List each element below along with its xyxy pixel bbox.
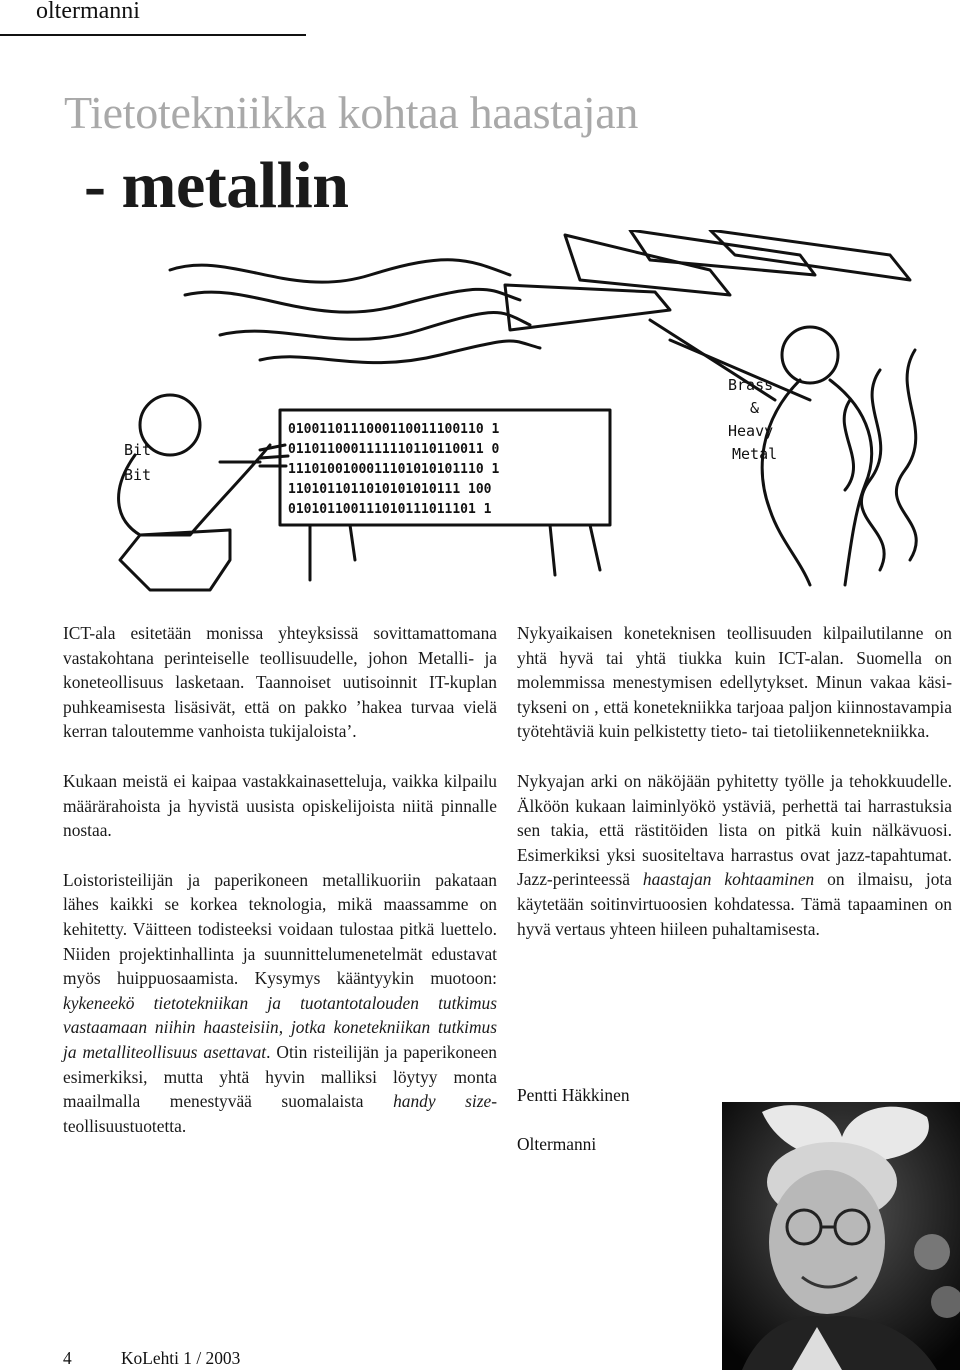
author-photo	[722, 1102, 960, 1370]
cartoon-illustration	[110, 230, 940, 610]
article-title: Tietotekniikka kohtaa haastajan	[64, 87, 639, 138]
bits-row: 1110100100011101010101110 1	[288, 462, 500, 477]
bits-row: 0100110111000110011100110 1	[288, 422, 500, 437]
author-name: Pentti Häkkinen	[517, 1085, 630, 1105]
right-column	[517, 621, 952, 966]
bits-row: 0110110001111110110110011 0	[288, 442, 500, 457]
heavy-label: Heavy	[728, 422, 774, 440]
paragraph: Kukaan meistä ei kaipaa vastakkainasetteluja, vaikka kilpailu määrärahoista ja hyvistä uusista opiskelijoista niitä pinnalle nostaa.	[63, 770, 497, 841]
paragraph: Nykyajan arki on näköjään pyhitetty työlle ja tehokkuudelle. Älköön kukaan laiminlyökö ystäviä, perhettä tai harrastuksia sen takia, että rästitöiden lista on pitkä kuin nälkävuosi. Esimerkiksi yksi suositeltava harrastus ovat jazz-tapahtumat. Jazz-perinteessä haastajan kohtaaminen on ilmaisu, jota käytetään soitinvirtuoosien kohdatessa. Tämä tapaaminen on hyvä vertaus yhteen hiileen puhaltamisesta.	[517, 770, 952, 939]
page-number: 4	[63, 1348, 72, 1368]
brass-label: Brass	[728, 376, 774, 394]
bits-row: 1101011011010101010111 100	[288, 482, 492, 497]
paragraph: Nykyaikaisen koneteknisen teollisuuden kilpailutilanne on yhtä hyvä tai yhtä tiukka kuin ICT-alan. Suomella on molemmissa menestymisen edellytykset. Minun vakaa käsi-tykseni on , että konetekniikka tarjoaa paljon kiinnostavampia työtehtäviä kuin pelkistetty tieto- tai tietoliikennetekniikka.	[517, 623, 952, 742]
bits-row: 010101100111010111011101 1	[288, 502, 492, 517]
paragraph: Loistoristeilijän ja paperikoneen metallikuoriin pakataan lähes kaikki se korkea teknologia, mikä maassamme on kehitetty. Väitteen todisteeksi voidaan tulostaa pitkä luettelo. Niiden projektinhallinta ja suunnittelumenetelmät edustavat myös huippuosaamista. Kysymys kääntyykin muotoon: kykeneekö tietotekniikan ja tuotantotalouden tutkimus vastaamaan niihin haasteisiin, jotka konetekniikan tutkimus ja metalliteollisuus asettavat. Otin risteilijän ja paperikoneen esimerkiksi, mutta yhtä hyvin malliksi löytyy monta maailmalla menestyvää suomalaista handy size- teollisuustuotetta.	[63, 869, 498, 1136]
ampersand-label: &	[750, 399, 760, 417]
article-subtitle: - metallin	[84, 149, 349, 222]
left-column	[63, 621, 497, 1163]
metal-label: Metal	[732, 445, 778, 463]
header-rule	[0, 34, 306, 36]
paragraph: ICT-ala esitetään monissa yhteyksissä sovittamattomana vastakohtana perinteiselle teollisuudelle, johon Metalli- ja koneteollisuus lasketaan. Taannoiset uutisoinnit IT-kuplan puhkeamisesta lisäsivät, että on pakko ’hakea turvaa vielä kerran taloutemme vanhoista tukijaloista’.	[63, 623, 497, 742]
bit-label: Bit	[124, 441, 152, 459]
section-label: oltermanni	[36, 0, 140, 24]
binary-screen	[288, 422, 499, 517]
author-role: Oltermanni	[517, 1134, 597, 1154]
publication-issue: KoLehti 1 / 2003	[121, 1348, 241, 1368]
bit-label: Bit	[124, 466, 152, 484]
